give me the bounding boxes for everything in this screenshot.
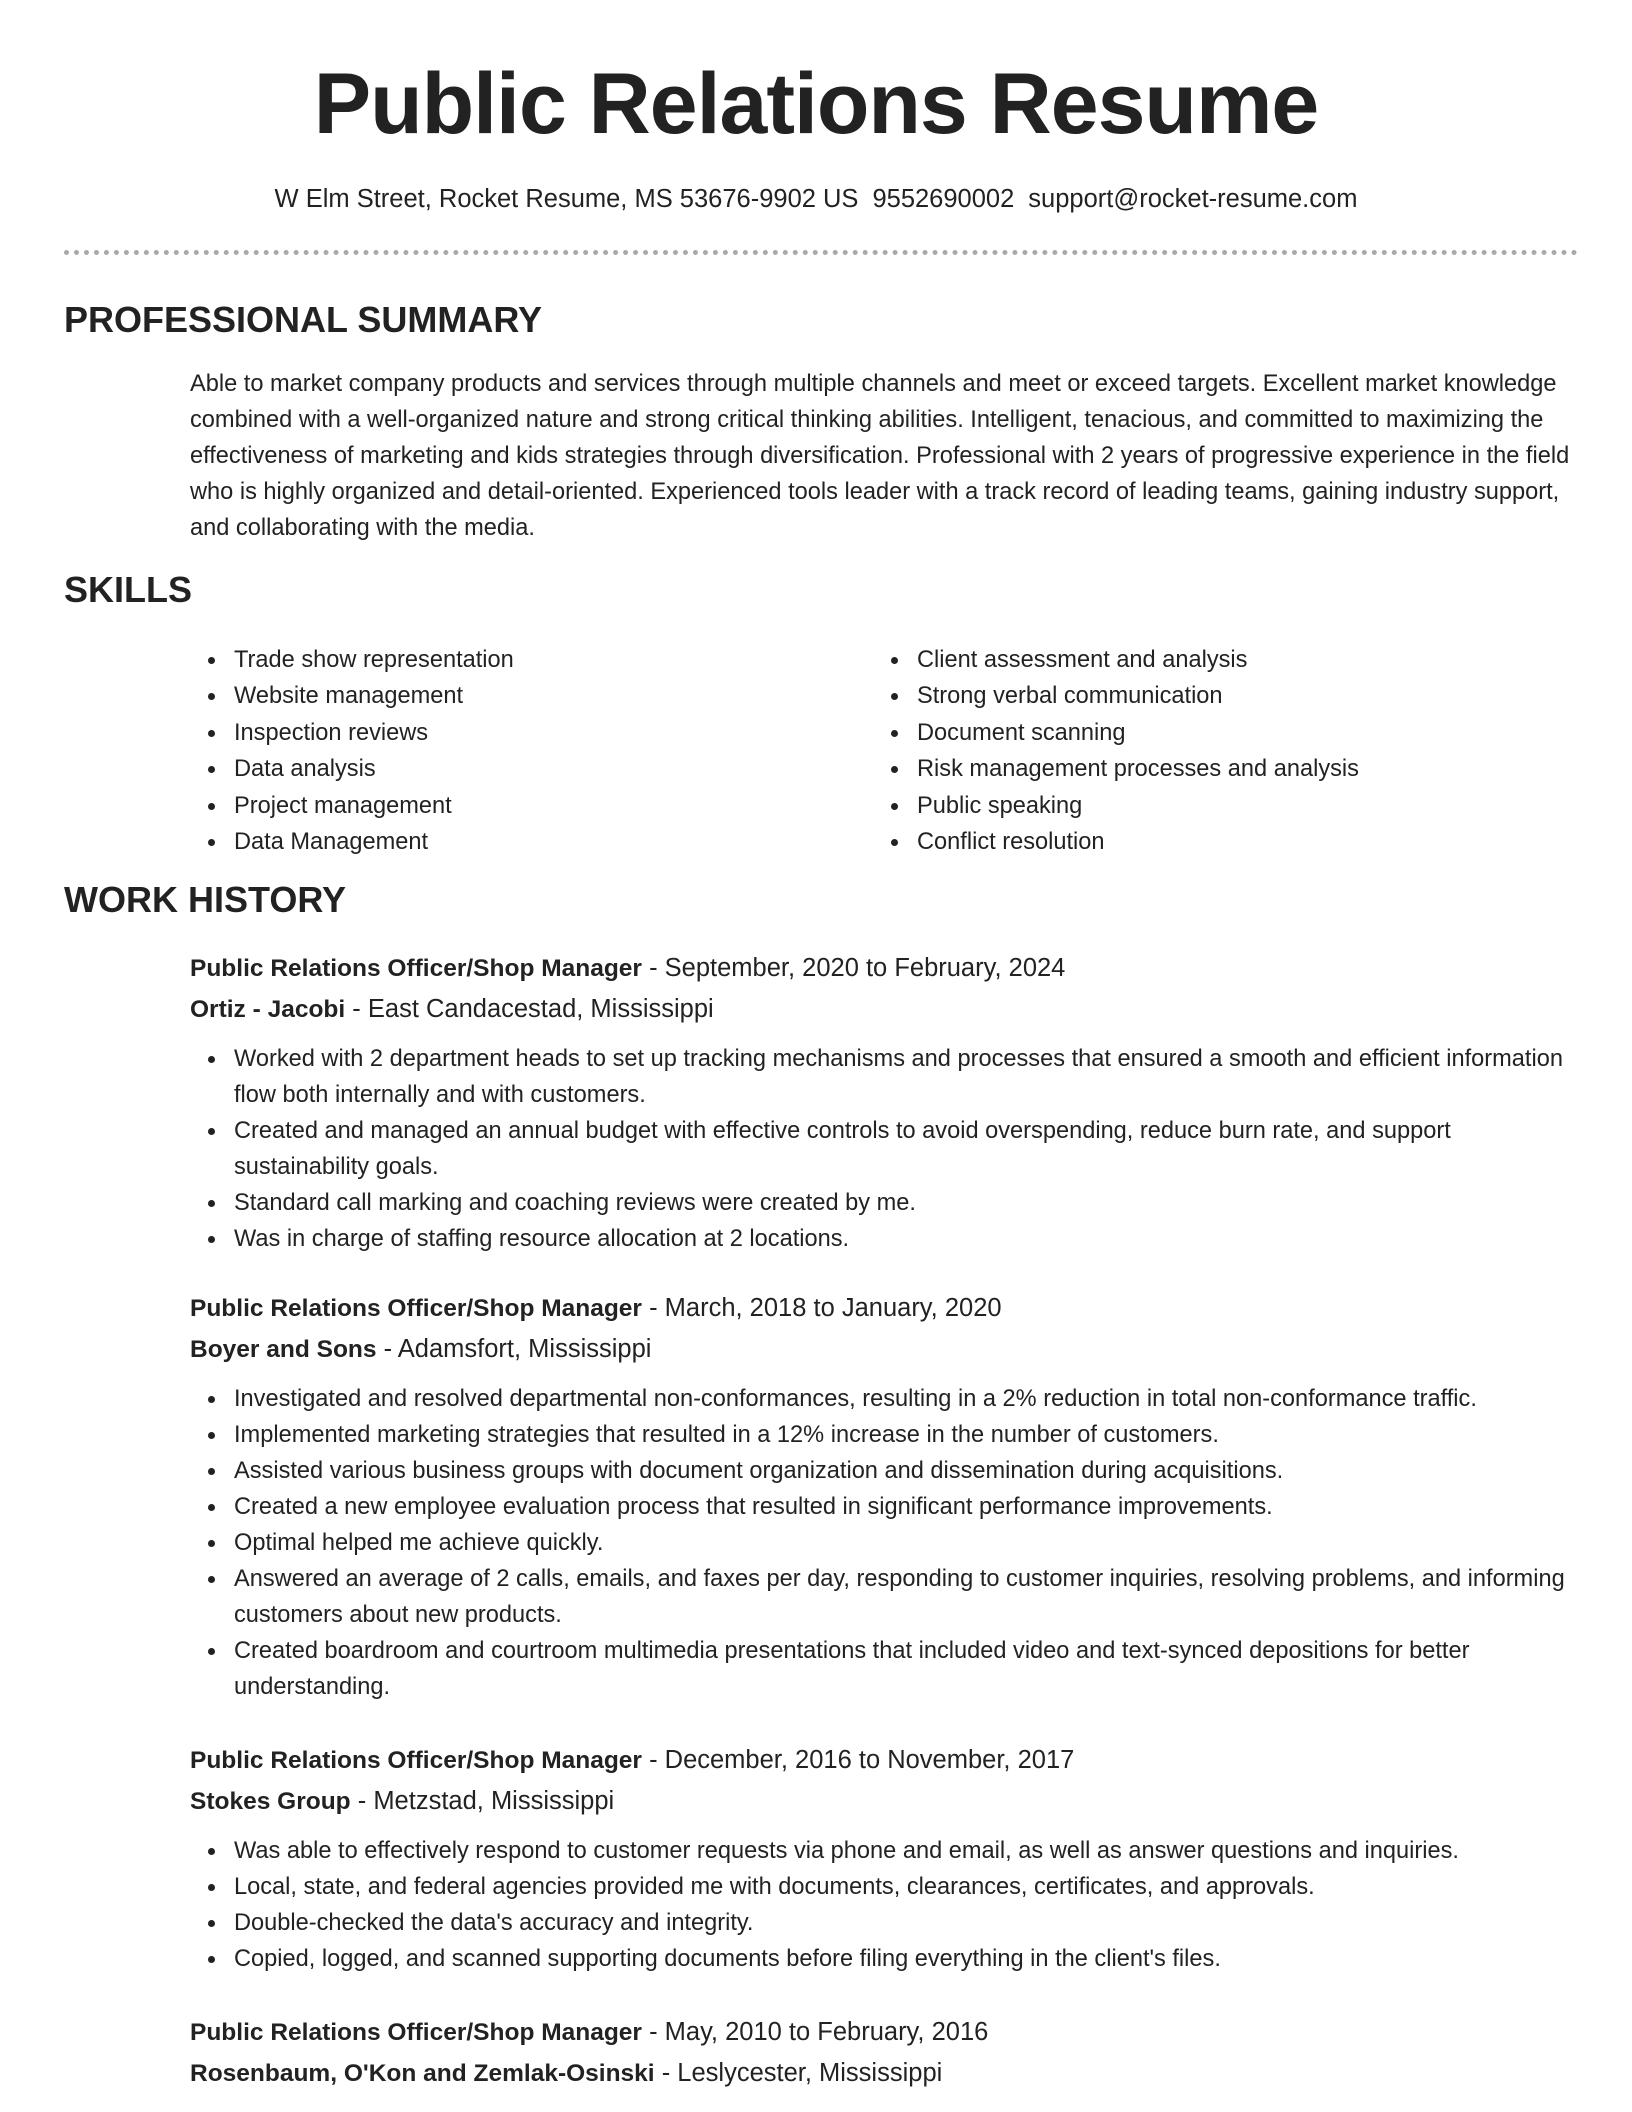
job-title: Public Relations Officer/Shop Manager: [190, 955, 642, 982]
skill-item: Document scanning: [917, 715, 1577, 751]
job-title: Public Relations Officer/Shop Manager: [190, 1295, 642, 1322]
job-entry: [190, 948, 1580, 1257]
job-bullet: Was in charge of staffing resource allocation at 2 locations.: [234, 1221, 1584, 1257]
skill-item: Inspection reviews: [234, 715, 834, 751]
job-company: Boyer and Sons: [190, 1336, 377, 1363]
job-location: East Candacestad, Mississippi: [367, 995, 714, 1023]
contact-info: [0, 182, 1632, 216]
address: W Elm Street, Rocket Resume, MS 53676-9902 US: [274, 185, 859, 213]
summary-text: Able to market company products and services through multiple channels and meet or exceed targets. Excellent market knowledge combined with a well-organized nature and strong critical thinking abilities. Intelligent, tenacious, and committed to maximizing the effectiveness of marketing and kids strategies through diversification. Professional with 2 years of progressive experience in the field who is highly organized and detail-oriented. Experienced tools leader with a track record of leading teams, gaining industry support, and collaborating with the media.: [190, 371, 1570, 541]
skills-heading: SKILLS: [64, 569, 193, 610]
email: support@rocket-resume.com: [1028, 185, 1358, 213]
job-entry: [190, 2012, 1580, 2094]
phone: 9552690002: [872, 185, 1015, 213]
skill-item: Strong verbal communication: [917, 678, 1577, 714]
job-bullet: Assisted various business groups with document organization and dissemination during acquisitions.: [234, 1453, 1584, 1489]
job-bullet: Created and managed an annual budget with effective controls to avoid overspending, reduce burn rate, and support sustainability goals.: [234, 1113, 1584, 1185]
job-bullet: Investigated and resolved departmental non-conformances, resulting in a 2% reduction in total non-conformance traffic.: [234, 1381, 1584, 1417]
skill-item: Conflict resolution: [917, 824, 1577, 860]
header-divider: [64, 250, 1578, 255]
job-bullet: Optimal helped me achieve quickly.: [234, 1525, 1584, 1561]
job-bullet: Worked with 2 department heads to set up tracking mechanisms and processes that ensured a smooth and efficient information flow both internally and with customers.: [234, 1041, 1584, 1113]
work-history-heading: WORK HISTORY: [64, 879, 347, 920]
skill-item: Trade show representation: [234, 642, 834, 678]
summary-heading: PROFESSIONAL SUMMARY: [64, 299, 543, 340]
job-title: Public Relations Officer/Shop Manager: [190, 1747, 642, 1774]
job-dates: May, 2010 to February, 2016: [664, 2018, 989, 2046]
job-bullets: [234, 1833, 1584, 1977]
job-dates: September, 2020 to February, 2024: [664, 954, 1066, 982]
skill-item: Website management: [234, 678, 834, 714]
job-company-line: Boyer and Sons - Adamsfort, Mississippi: [190, 1335, 652, 1363]
job-bullet: Copied, logged, and scanned supporting documents before filing everything in the client's files.: [234, 1941, 1584, 1977]
job-company: Ortiz - Jacobi: [190, 996, 346, 1023]
job-company-line: Rosenbaum, O'Kon and Zemlak-Osinski - Leslycester, Mississippi: [190, 2059, 943, 2087]
skills-list-right: [917, 642, 1577, 860]
job-dates: March, 2018 to January, 2020: [664, 1294, 1002, 1322]
skill-item: Risk management processes and analysis: [917, 751, 1577, 787]
job-location: Adamsfort, Mississippi: [397, 1335, 652, 1363]
skill-item: Client assessment and analysis: [917, 642, 1577, 678]
skill-item: Data analysis: [234, 751, 834, 787]
job-entry: [190, 1740, 1580, 1977]
job-dates: December, 2016 to November, 2017: [664, 1746, 1075, 1774]
job-bullet: Implemented marketing strategies that resulted in a 12% increase in the number of customers.: [234, 1417, 1584, 1453]
job-title-line: Public Relations Officer/Shop Manager - December, 2016 to November, 2017: [190, 1746, 1075, 1774]
job-bullet: Standard call marking and coaching reviews were created by me.: [234, 1185, 1584, 1221]
job-location: Leslycester, Mississippi: [677, 2059, 943, 2087]
job-bullet: Was able to effectively respond to customer requests via phone and email, as well as answer questions and inquiries.: [234, 1833, 1584, 1869]
job-company: Rosenbaum, O'Kon and Zemlak-Osinski: [190, 2060, 655, 2087]
job-title-line: Public Relations Officer/Shop Manager - September, 2020 to February, 2024: [190, 954, 1066, 982]
job-title-line: Public Relations Officer/Shop Manager - May, 2010 to February, 2016: [190, 2018, 989, 2046]
resume-title: Public Relations Resume: [313, 56, 1319, 152]
job-bullet: Created boardroom and courtroom multimedia presentations that included video and text-synced depositions for better understanding.: [234, 1633, 1584, 1705]
job-location: Metzstad, Mississippi: [373, 1787, 615, 1815]
job-bullet: Double-checked the data's accuracy and integrity.: [234, 1905, 1584, 1941]
job-bullets: [234, 1041, 1584, 1257]
job-bullet: Answered an average of 2 calls, emails, and faxes per day, responding to customer inquiries, resolving problems, and informing customers about new products.: [234, 1561, 1584, 1633]
job-title-line: Public Relations Officer/Shop Manager - March, 2018 to January, 2020: [190, 1294, 1002, 1322]
skills-list-left: [234, 642, 834, 860]
skill-item: Public speaking: [917, 788, 1577, 824]
job-company: Stokes Group: [190, 1788, 351, 1815]
job-bullet: Local, state, and federal agencies provided me with documents, clearances, certificates, and approvals.: [234, 1869, 1584, 1905]
job-company-line: Ortiz - Jacobi - East Candacestad, Mississippi: [190, 995, 714, 1023]
job-title: Public Relations Officer/Shop Manager: [190, 2019, 642, 2046]
job-company-line: Stokes Group - Metzstad, Mississippi: [190, 1787, 615, 1815]
job-bullet: Created a new employee evaluation process that resulted in significant performance improvements.: [234, 1489, 1584, 1525]
skill-item: Data Management: [234, 824, 834, 860]
job-bullets: [234, 1381, 1584, 1705]
skill-item: Project management: [234, 788, 834, 824]
job-entry: [190, 1288, 1580, 1705]
